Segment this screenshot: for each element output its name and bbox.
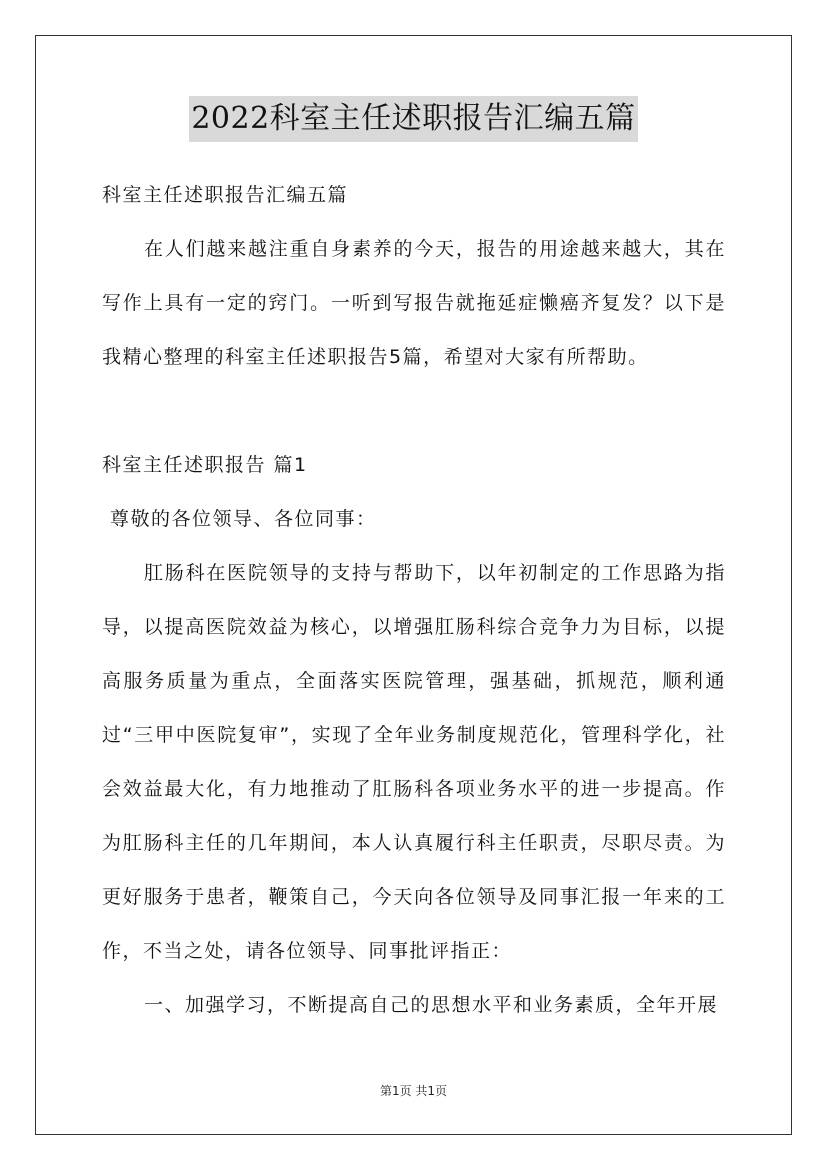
section-heading: 科室主任述职报告 篇1 xyxy=(102,454,308,476)
document-title: 2022科室主任述职报告汇编五篇 xyxy=(189,96,637,142)
intro-paragraph: 在人们越来越注重自身素养的今天，报告的用途越来越大，其在写作上具有一定的窍门。一听到写报告就拖延症懒癌齐复发？以下是我精心整理的科室主任述职报告5篇，希望对大家有所帮助。 xyxy=(102,238,726,368)
salutation: 尊敬的各位领导、各位同事： xyxy=(110,508,377,530)
paragraph-spacer xyxy=(102,384,726,438)
document-body xyxy=(102,168,726,1032)
page-footer: 第1页 共1页 xyxy=(379,1084,448,1098)
body-paragraph-1: 肛肠科在医院领导的支持与帮助下，以年初制定的工作思路为指导，以提高医院效益为核心，以增强肛肠科综合竞争力为目标，以提高服务质量为重点，全面落实医院管理，强基础，抓规范，顺利通过“三甲中医院复审”，实现了全年业务制度规范化，管理科学化，社会效益最大化，有力地推动了肛肠科各项业务水平的进一步提高。作为肛肠科主任的几年期间，本人认真履行科主任职责，尽职尽责。为更好服务于患者，鞭策自己，今天向各位领导及同事汇报一年来的工作，不当之处，请各位领导、同事批评指正： xyxy=(102,562,726,962)
document-subtitle: 科室主任述职报告汇编五篇 xyxy=(102,184,349,206)
title-container xyxy=(0,96,827,142)
body-paragraph-2: 一、加强学习，不断提高自己的思想水平和业务素质，全年开展 xyxy=(144,994,719,1016)
